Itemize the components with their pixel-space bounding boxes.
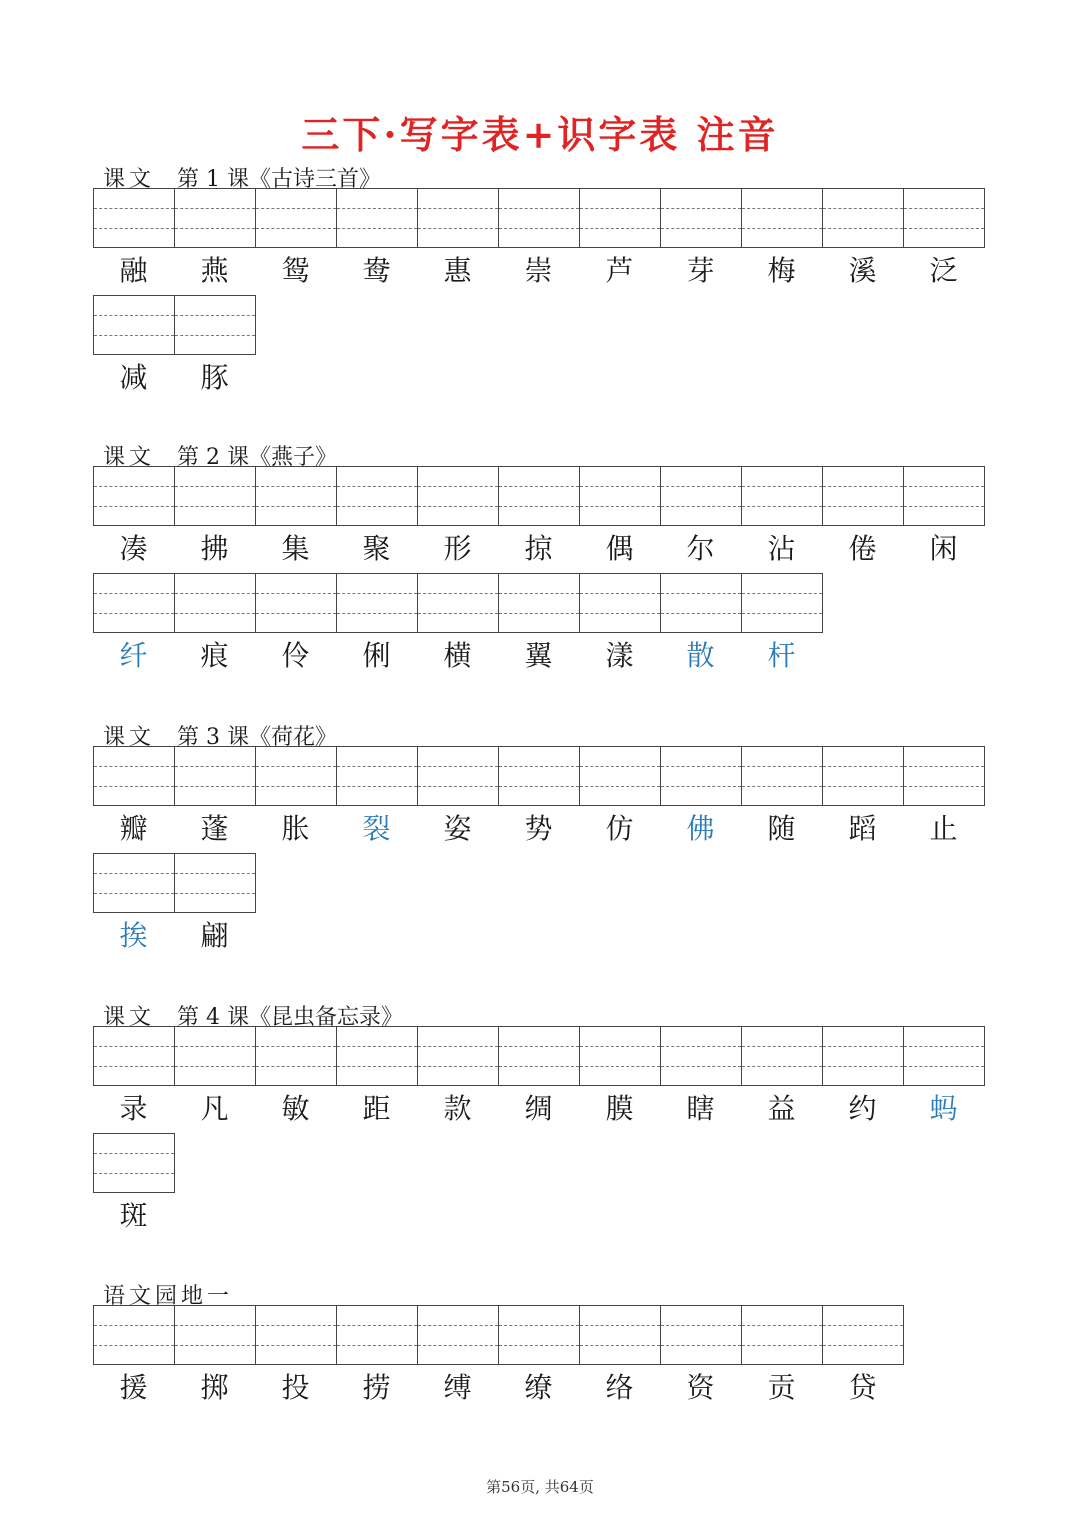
pinyin-cell[interactable] [822, 1026, 904, 1086]
pinyin-cell[interactable] [255, 188, 337, 248]
lesson-title: 第 3 课《荷花》 [177, 725, 337, 750]
character: 偶 [605, 532, 634, 565]
character: 崇 [524, 254, 553, 287]
character: 芽 [686, 254, 715, 287]
char-row [93, 295, 993, 402]
pinyin-cell[interactable] [417, 746, 499, 806]
pinyin-cell[interactable] [741, 746, 823, 806]
pinyin-cell[interactable] [417, 188, 499, 248]
pinyin-cell[interactable] [903, 1026, 985, 1086]
character: 横 [443, 639, 472, 672]
char-row [93, 746, 993, 853]
character-list [93, 809, 993, 849]
pinyin-cell[interactable] [660, 746, 742, 806]
character: 鸳 [281, 254, 310, 287]
pinyin-cell[interactable] [579, 573, 661, 633]
pinyin-cell[interactable] [660, 573, 742, 633]
character: 蚂 [929, 1092, 958, 1125]
character: 随 [767, 812, 796, 845]
character: 蹈 [848, 812, 877, 845]
pinyin-cell[interactable] [93, 295, 175, 355]
section-label: 课文 [103, 167, 156, 192]
character: 止 [929, 812, 958, 845]
character: 益 [767, 1092, 796, 1125]
character: 裂 [362, 812, 391, 845]
pinyin-cell[interactable] [174, 1305, 256, 1365]
character: 溪 [848, 254, 877, 287]
pinyin-cell[interactable] [903, 466, 985, 526]
lesson-title: 第 1 课《古诗三首》 [177, 167, 381, 192]
lesson-title: 第 2 课《燕子》 [177, 445, 337, 470]
character: 集 [281, 532, 310, 565]
pinyin-cell[interactable] [174, 746, 256, 806]
char-row [93, 1305, 993, 1412]
char-row [93, 1026, 993, 1133]
pinyin-cell[interactable] [174, 466, 256, 526]
writing-grid [93, 466, 993, 526]
character: 绸 [524, 1092, 553, 1125]
pinyin-cell[interactable] [336, 1305, 418, 1365]
pinyin-cell[interactable] [579, 188, 661, 248]
pinyin-cell[interactable] [822, 466, 904, 526]
character: 伶 [281, 639, 310, 672]
character-list [93, 1196, 993, 1236]
character: 缚 [443, 1371, 472, 1404]
character: 势 [524, 812, 553, 845]
pinyin-cell[interactable] [174, 853, 256, 913]
character: 豚 [200, 361, 229, 394]
section-label: 课文 [103, 445, 156, 470]
pinyin-cell[interactable] [660, 1305, 742, 1365]
character: 减 [119, 361, 148, 394]
character: 贡 [767, 1371, 796, 1404]
pinyin-cell[interactable] [174, 188, 256, 248]
pinyin-cell[interactable] [174, 1026, 256, 1086]
pinyin-cell[interactable] [498, 1026, 580, 1086]
character: 挨 [119, 919, 148, 952]
character: 形 [443, 532, 472, 565]
pinyin-cell[interactable] [174, 295, 256, 355]
pinyin-cell[interactable] [336, 746, 418, 806]
character: 芦 [605, 254, 634, 287]
page-title: 三下·写字表+识字表 注音 [301, 112, 779, 157]
character-list [93, 529, 993, 569]
pinyin-cell[interactable] [903, 746, 985, 806]
character: 泛 [929, 254, 958, 287]
pinyin-cell[interactable] [903, 188, 985, 248]
pinyin-cell[interactable] [93, 1305, 175, 1365]
lesson-section [93, 1000, 993, 1240]
char-row [93, 466, 993, 573]
section-heading [103, 440, 993, 470]
writing-grid [93, 188, 993, 248]
pinyin-cell[interactable] [255, 1305, 337, 1365]
pinyin-cell[interactable] [93, 746, 175, 806]
character: 膜 [605, 1092, 634, 1125]
pinyin-cell[interactable] [255, 746, 337, 806]
lesson-section [93, 440, 993, 680]
character: 倦 [848, 532, 877, 565]
pinyin-cell[interactable] [498, 188, 580, 248]
character: 翼 [524, 639, 553, 672]
writing-grid [93, 1133, 993, 1193]
pinyin-cell[interactable] [498, 573, 580, 633]
pinyin-cell[interactable] [336, 573, 418, 633]
character: 款 [443, 1092, 472, 1125]
pinyin-cell[interactable] [417, 466, 499, 526]
pinyin-cell[interactable] [255, 573, 337, 633]
character: 约 [848, 1092, 877, 1125]
character: 距 [362, 1092, 391, 1125]
pinyin-cell[interactable] [417, 1305, 499, 1365]
character: 燕 [200, 254, 229, 287]
pinyin-cell[interactable] [579, 1026, 661, 1086]
character: 胀 [281, 812, 310, 845]
pinyin-cell[interactable] [660, 188, 742, 248]
pinyin-cell[interactable] [498, 466, 580, 526]
pinyin-cell[interactable] [822, 188, 904, 248]
section-heading [103, 1000, 993, 1030]
pinyin-cell[interactable] [741, 1026, 823, 1086]
character-list [93, 916, 993, 956]
character: 凑 [119, 532, 148, 565]
section-label: 课文 [103, 725, 156, 750]
character: 敏 [281, 1092, 310, 1125]
character: 聚 [362, 532, 391, 565]
character: 录 [119, 1092, 148, 1125]
character: 斑 [119, 1199, 148, 1232]
pinyin-cell[interactable] [255, 1026, 337, 1086]
section-label: 课文 [103, 1005, 156, 1030]
pinyin-cell[interactable] [255, 466, 337, 526]
pinyin-cell[interactable] [336, 466, 418, 526]
character: 鸯 [362, 254, 391, 287]
pinyin-cell[interactable] [93, 853, 175, 913]
character: 援 [119, 1371, 148, 1404]
character: 翩 [200, 919, 229, 952]
writing-grid [93, 1026, 993, 1086]
pinyin-cell[interactable] [93, 1133, 175, 1193]
character-list [93, 1089, 993, 1129]
pinyin-cell[interactable] [660, 1026, 742, 1086]
pinyin-cell[interactable] [336, 188, 418, 248]
writing-grid [93, 746, 993, 806]
pinyin-cell[interactable] [498, 746, 580, 806]
pinyin-cell[interactable] [417, 1026, 499, 1086]
character: 掠 [524, 532, 553, 565]
character: 资 [686, 1371, 715, 1404]
section-heading [103, 162, 993, 192]
lesson-section [93, 1279, 993, 1412]
pinyin-cell[interactable] [579, 466, 661, 526]
pinyin-cell[interactable] [822, 746, 904, 806]
pinyin-cell[interactable] [741, 466, 823, 526]
pinyin-cell[interactable] [93, 1026, 175, 1086]
character: 惠 [443, 254, 472, 287]
character: 痕 [200, 639, 229, 672]
character: 佛 [686, 812, 715, 845]
character: 凡 [200, 1092, 229, 1125]
character: 尔 [686, 532, 715, 565]
writing-grid [93, 295, 993, 355]
character: 闲 [929, 532, 958, 565]
char-row [93, 853, 993, 960]
character: 投 [281, 1371, 310, 1404]
pinyin-cell[interactable] [93, 466, 175, 526]
pinyin-cell[interactable] [822, 1305, 904, 1365]
writing-grid [93, 853, 993, 913]
writing-grid [93, 1305, 993, 1365]
character: 捞 [362, 1371, 391, 1404]
lesson-title: 第 4 课《昆虫备忘录》 [177, 1005, 403, 1030]
pinyin-cell[interactable] [93, 573, 175, 633]
character: 融 [119, 254, 148, 287]
character-list [93, 636, 993, 676]
character: 散 [686, 639, 715, 672]
character: 络 [605, 1371, 634, 1404]
character: 缭 [524, 1371, 553, 1404]
pinyin-cell[interactable] [174, 573, 256, 633]
character-list [93, 1368, 993, 1408]
pinyin-cell[interactable] [741, 573, 823, 633]
character: 掷 [200, 1371, 229, 1404]
char-row [93, 188, 993, 295]
section-label: 语文园地一 [103, 1284, 234, 1309]
pinyin-cell[interactable] [741, 1305, 823, 1365]
pinyin-cell[interactable] [579, 746, 661, 806]
section-heading [103, 720, 993, 750]
character: 梅 [767, 254, 796, 287]
writing-grid [93, 573, 993, 633]
character: 杆 [767, 639, 796, 672]
pinyin-cell[interactable] [336, 1026, 418, 1086]
character: 姿 [443, 812, 472, 845]
pinyin-cell[interactable] [660, 466, 742, 526]
character: 瓣 [119, 812, 148, 845]
character: 蓬 [200, 812, 229, 845]
character: 瞎 [686, 1092, 715, 1125]
character: 俐 [362, 639, 391, 672]
section-heading [103, 1279, 993, 1309]
pinyin-cell[interactable] [93, 188, 175, 248]
character: 沾 [767, 532, 796, 565]
character-list [93, 358, 993, 398]
character-list [93, 251, 993, 291]
character: 贷 [848, 1371, 877, 1404]
character: 拂 [200, 532, 229, 565]
lesson-section [93, 162, 993, 402]
lesson-section [93, 720, 993, 960]
pinyin-cell[interactable] [498, 1305, 580, 1365]
pinyin-cell[interactable] [741, 188, 823, 248]
character: 仿 [605, 812, 634, 845]
pinyin-cell[interactable] [579, 1305, 661, 1365]
pinyin-cell[interactable] [417, 573, 499, 633]
char-row [93, 573, 993, 680]
character: 漾 [605, 639, 634, 672]
page-footer: 第56页, 共64页 [486, 1478, 594, 1496]
char-row [93, 1133, 993, 1240]
character: 纤 [119, 639, 148, 672]
